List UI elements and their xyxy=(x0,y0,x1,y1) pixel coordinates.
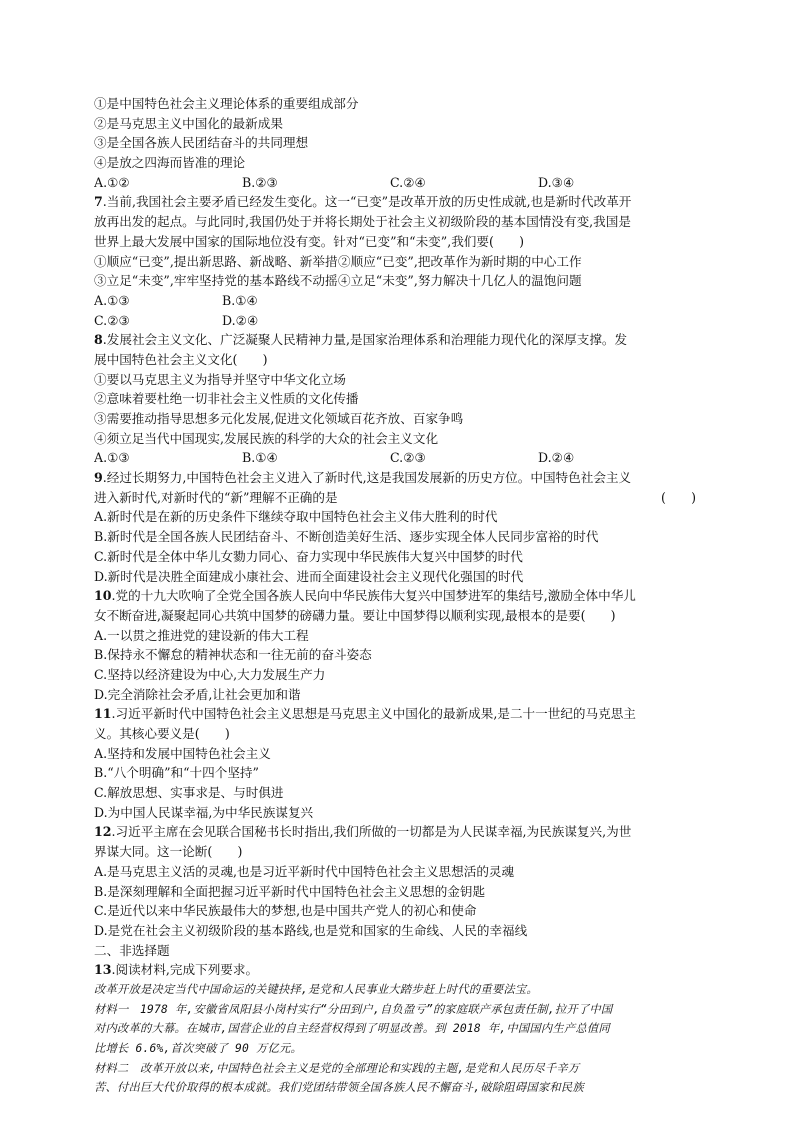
material-line: 比增长 6.6%,首次突破了 90 万亿元。 xyxy=(94,1042,302,1055)
q7-statement-row xyxy=(94,252,706,272)
q8-statement: ④须立足当代中国现实,发展民族的科学的大众的社会主义文化 xyxy=(94,430,439,446)
q13-material xyxy=(94,980,706,1098)
material-line: 材料一 1978 年,安徽省凤阳县小岗村实行“分田到户,自负盈亏”的家庭联产承包责任制,拉开了中国 xyxy=(94,1002,613,1016)
q9-choice-d[interactable]: D.新时代是决胜全面建成小康社会、进而全面建设社会主义现代化强国的时代 xyxy=(94,568,524,584)
q12-stem-line: 界谋大同。这一论断( ) xyxy=(94,844,243,860)
q6-statement: ④是放之四海而皆准的理论 xyxy=(94,155,246,171)
q10-choice-d[interactable]: D.完全消除社会矛盾,让社会更加和谐 xyxy=(94,686,301,702)
q7-options-row xyxy=(94,291,706,311)
q8-number: 8 xyxy=(94,332,103,348)
q11-stem-line: 义。其核心要义是( ) xyxy=(94,726,230,741)
q11-number: 11 xyxy=(94,706,112,722)
q12-choice-d[interactable]: D.是党在社会主义初级阶段的基本路线,也是党和国家的生命线、人民的幸福线 xyxy=(94,922,528,938)
q9-number: 9 xyxy=(94,470,103,486)
material-line: 苦、付出巨大代价取得的根本成就。我们党团结带领全国各族人民不懈奋斗,破除阻碍国家和民族 xyxy=(94,1081,584,1095)
q8-options xyxy=(94,448,706,468)
q12-choice-b[interactable]: B.是深刻理解和全面把握习近平新时代中国特色社会主义思想的金钥匙 xyxy=(94,883,486,899)
q12-stem-line: 12.习近平主席在会见联合国秘书长时指出,我们所做的一切都是为人民谋幸福,为民族谋复兴,为世 xyxy=(94,824,632,840)
q11-choice-b[interactable]: B.“八个明确”和“十四个坚持” xyxy=(94,765,259,781)
q8-statement: ②意味着要杜绝一切非社会主义性质的文化传播 xyxy=(94,391,359,407)
q6-statement: ①是中国特色社会主义理论体系的重要组成部分 xyxy=(94,96,359,111)
q7-option-a[interactable]: A.①③ xyxy=(94,292,130,308)
q7-statement: ①顺应“已变”,提出新思路、新战略、新举措 xyxy=(94,253,338,269)
q10-stem-line: 女不断奋进,凝聚起同心共筑中国梦的磅礴力量。要让中国梦得以顺利实现,最根本的是要( ) xyxy=(94,607,616,623)
q7-stem-line: 世界上最大发展中国家的国际地位没有变。针对“已变”和“未变”,我们要( ) xyxy=(94,233,524,249)
q11-choice-a[interactable]: A.坚持和发展中国特色社会主义 xyxy=(94,745,271,761)
q10-stem-line: 10.党的十九大吹响了全党全国各族人民向中华民族伟大复兴中国梦进军的集结号,激励全体中华儿 xyxy=(94,588,636,604)
q7-statement: ③立足“未变”,牢牢坚持党的基本路线不动摇 xyxy=(94,273,338,289)
q11-choice-d[interactable]: D.为中国人民谋幸福,为中华民族谋复兴 xyxy=(94,804,314,820)
q7-number: 7 xyxy=(94,194,103,210)
exam-page xyxy=(94,94,706,1098)
q8-option-c[interactable]: C.②③ xyxy=(390,450,426,466)
q8-stem-line: 8.发展社会主义文化、广泛凝聚人民精神力量,是国家治理体系和治理能力现代化的深厚支撑。发 xyxy=(94,332,628,348)
q10-number: 10 xyxy=(94,588,112,604)
q6-option-d[interactable]: D.③④ xyxy=(538,174,575,190)
q6-options xyxy=(94,173,706,193)
material-line: 材料二 改革开放以来,中国特色社会主义是党的全部理论和实践的主题,是党和人民历尽千辛万 xyxy=(94,1061,580,1075)
q9-choice-c[interactable]: C.新时代是全体中华儿女勠力同心、奋力实现中华民族伟大复兴中国梦的时代 xyxy=(94,548,523,564)
q8-stem-line: 展中国特色社会主义文化( ) xyxy=(94,351,268,367)
q12-choice-a[interactable]: A.是马克思主义活的灵魂,也是习近平新时代中国特色社会主义思想活的灵魂 xyxy=(94,863,515,879)
q9-stem-line: 进入新时代,对新时代的“新”理解不正确的是 ( ) xyxy=(94,488,706,508)
q8-option-a[interactable]: A.①③ xyxy=(94,450,130,466)
q9-answer-paren: ( ) xyxy=(660,489,696,505)
q9-choice-a[interactable]: A.新时代是在新的历史条件下继续夺取中国特色社会主义伟大胜利的时代 xyxy=(94,509,498,525)
q7-option-b[interactable]: B.①④ xyxy=(222,292,258,308)
q7-statement: ②顺应“已变”,把改革作为新时期的中心工作 xyxy=(338,253,582,269)
q10-choice-b[interactable]: B.保持永不懈怠的精神状态和一往无前的奋斗姿态 xyxy=(94,647,372,663)
q7-stem-line: 7.当前,我国社会主要矛盾已经发生变化。这一“已变”是改革开放的历史性成就,也是新时代改革开 xyxy=(94,194,632,210)
q12-number: 12 xyxy=(94,824,112,840)
q13-stem: 13.阅读材料,完成下列要求。 xyxy=(94,962,259,978)
material-line: 对内改革的大幕。在城市,国营企业的自主经营权得到了明显改善。到 2018 年,中国国内生产总值同 xyxy=(94,1022,610,1036)
material-intro: 改革开放是决定当代中国命运的关键抉择,是党和人民事业大踏步赶上时代的重要法宝。 xyxy=(94,982,538,996)
q6-option-c[interactable]: C.②④ xyxy=(390,174,426,190)
q8-statement: ③需要推动指导思想多元化发展,促进文化领域百花齐放、百家争鸣 xyxy=(94,411,464,426)
q7-options-row xyxy=(94,311,706,331)
q9-choice-b[interactable]: B.新时代是全国各族人民团结奋斗、不断创造美好生活、逐步实现全体人民同步富裕的时代 xyxy=(94,529,599,545)
q9-stem-line: 9.经过长期努力,中国特色社会主义进入了新时代,这是我国发展新的历史方位。中国特色社会主义 xyxy=(94,470,632,486)
q8-statement: ①要以马克思主义为指导并坚守中华文化立场 xyxy=(94,371,346,387)
q8-option-d[interactable]: D.②④ xyxy=(538,450,575,466)
q13-number: 13 xyxy=(94,962,112,978)
q6-statement: ②是马克思主义中国化的最新成果 xyxy=(94,115,283,131)
q10-choice-c[interactable]: C.坚持以经济建设为中心,大力发展生产力 xyxy=(94,666,326,682)
q6-option-b[interactable]: B.②③ xyxy=(242,174,278,190)
q7-option-c[interactable]: C.②③ xyxy=(94,312,130,328)
q6-statements xyxy=(94,94,706,173)
q7-statement-row xyxy=(94,271,706,291)
q6-statement: ③是全国各族人民团结奋斗的共同理想 xyxy=(94,135,309,151)
q10-choice-a[interactable]: A.一以贯之推进党的建设新的伟大工程 xyxy=(94,627,309,643)
q7-stem-line: 放再出发的起点。与此同时,我国仍处于并将长期处于社会主义初级阶段的基本国情没有变,我国是 xyxy=(94,214,631,230)
q12-choice-c[interactable]: C.是近代以来中华民族最伟大的梦想,也是中国共产党人的初心和使命 xyxy=(94,903,477,919)
section-title: 二、非选择题 xyxy=(94,942,170,958)
q6-option-a[interactable]: A.①② xyxy=(94,174,130,190)
q11-stem-line: 11.习近平新时代中国特色社会主义思想是马克思主义中国化的最新成果,是二十一世纪的马克思主 xyxy=(94,706,636,722)
q7-option-d[interactable]: D.②④ xyxy=(222,312,259,328)
q11-choice-c[interactable]: C.解放思想、实事求是、与时俱进 xyxy=(94,785,284,801)
q8-option-b[interactable]: B.①④ xyxy=(242,450,278,466)
q7-statement: ④立足“未变”,努力解决十几亿人的温饱问题 xyxy=(338,273,582,289)
